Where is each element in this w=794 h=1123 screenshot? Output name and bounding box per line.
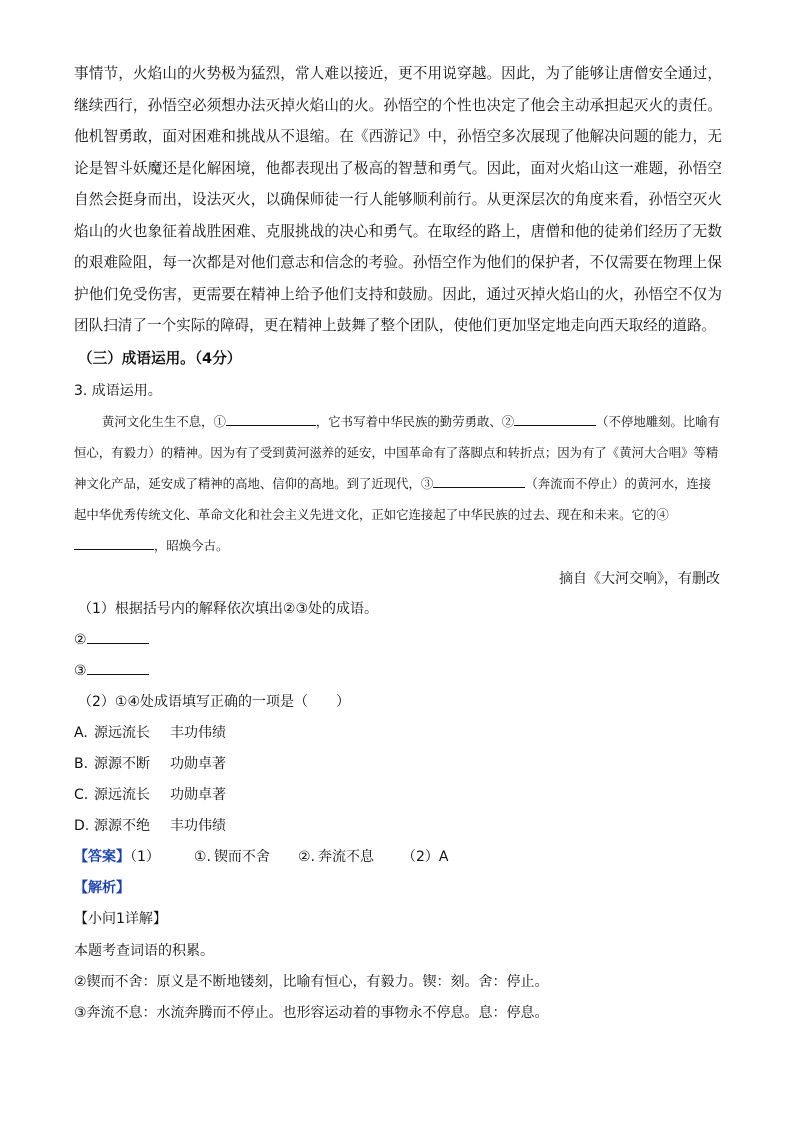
option-d-first: 源源不绝	[94, 818, 150, 834]
option-d-second: 丰功伟绩	[170, 818, 226, 834]
passage-part-1: 黄河文化生生不息，①	[102, 414, 226, 429]
option-c-second: 功勋卓著	[170, 787, 226, 803]
detail-label: 【小问1详解】	[74, 911, 167, 927]
question-2: （2）①④处成语填写正确的一项是（ ）	[78, 694, 351, 710]
passage-paragraph: 事情节，火焰山的火势极为猛烈，常人难以接近，更不用说穿越。因此，为了能够让唐僧安全通过，继续西行，孙悟空必须想办法灭掉火焰山的火。孙悟空的个性也决定了他会主动承担起灭火的责任。他机智勇敢，面对困难和挑战从不退缩。在《西游记》中，孙悟空多次展现了他解决问题的能力，无论是智斗妖魔还是化解困境，他都表现出了极高的智慧和勇气。因此，面对火焰山这一难题，孙悟空自然会挺身而出，设法灭火，以确保师徒一行人能够顺利前行。从更深层次的角度来看，孙悟空灭火焰山的火也象征着战胜困难、克服挑战的决心和勇气。在取经的路上，唐僧和他的徒弟们经历了无数的艰难险阻，每一次都是对他们意志和信念的考验。孙悟空作为他们的保护者，不仅需要在物理上保护他们免受伤害，更需要在精神上给予他们支持和鼓励。因此，通过灭掉火焰山的火，孙悟空不仅为团队扫清了一个实际的障碍，更在精神上鼓舞了整个团队，使他们更加坚定地走向西天取经的道路。	[74, 65, 722, 334]
analysis-label: 【解析】	[74, 880, 130, 896]
blank-3	[433, 473, 525, 488]
option-a	[74, 722, 226, 742]
question-1: （1）根据括号内的解释依次填出②③处的成语。	[78, 601, 379, 617]
answer-item-2-number: ②.	[297, 849, 315, 865]
option-a-letter: A.	[74, 725, 88, 741]
option-b-first: 源源不断	[94, 756, 150, 772]
passage-part-5: ，昭焕今古。	[154, 538, 229, 553]
section-heading: （三）成语运用。（4分）	[78, 350, 242, 367]
detail-intro: 本题考查词语的积累。	[74, 943, 214, 959]
answer-item-1-number: ①.	[193, 849, 211, 865]
answer-slot-2	[74, 629, 149, 648]
answer-item-1: 锲而不舍	[213, 849, 270, 865]
passage-part-3: （不停地雕刻。比喻有恒心，有毅力）的精神。因为有了受到黄河滋养的延安，中国革命有了落脚点和转折点；因为有了《黄河大合唱》等精神文化产品，延安成了精神的高地、信仰的高地。到了近现代，③	[74, 414, 721, 491]
option-d	[74, 815, 226, 835]
blank-1	[226, 411, 316, 426]
idiom-passage	[74, 406, 722, 561]
answer-part-1: （1）	[130, 849, 160, 865]
option-c-first: 源远流长	[94, 787, 150, 803]
option-a-first: 源远流长	[94, 725, 150, 741]
option-b-letter: B.	[74, 756, 89, 772]
answer-slot-2-label: ②	[74, 632, 87, 648]
option-d-letter: D.	[74, 818, 90, 834]
question-title: 3. 成语运用。	[74, 383, 162, 399]
answer-item-2: 奔流不息	[317, 849, 374, 865]
detail-line-2: ③奔流不息：水流奔腾而不停止。也形容运动着的事物永不停息。息：停息。	[74, 1005, 549, 1021]
option-a-second: 丰功伟绩	[170, 725, 226, 741]
answer-slot-3-line	[87, 660, 149, 675]
source-citation: 摘自《大河交响》，有删改	[559, 571, 720, 587]
answer-slot-3	[74, 660, 149, 679]
passage-part-4: （奔流而不停止）的黄河水，连接起中华优秀传统文化、革命文化和社会主义先进文化，正如它连接起了中华民族的过去、现在和未来。它的④	[74, 476, 712, 522]
option-c-letter: C.	[74, 787, 89, 803]
passage-part-2: ，它书写着中华民族的勤劳勇敢、②	[315, 414, 515, 429]
option-c	[74, 784, 226, 804]
answer-label: 【答案】	[74, 849, 130, 865]
answer-line	[74, 846, 448, 866]
answer-slot-2-line	[87, 629, 149, 644]
blank-2	[514, 411, 596, 426]
blank-4	[74, 535, 154, 550]
answer-slot-3-label: ③	[74, 663, 87, 679]
detail-line-1: ②锲而不舍：原义是不断地镂刻，比喻有恒心，有毅力。锲：刻。舍：停止。	[74, 974, 549, 990]
answer-part-2: （2）A	[401, 849, 449, 865]
option-b-second: 功勋卓著	[170, 756, 226, 772]
option-b	[74, 753, 226, 773]
